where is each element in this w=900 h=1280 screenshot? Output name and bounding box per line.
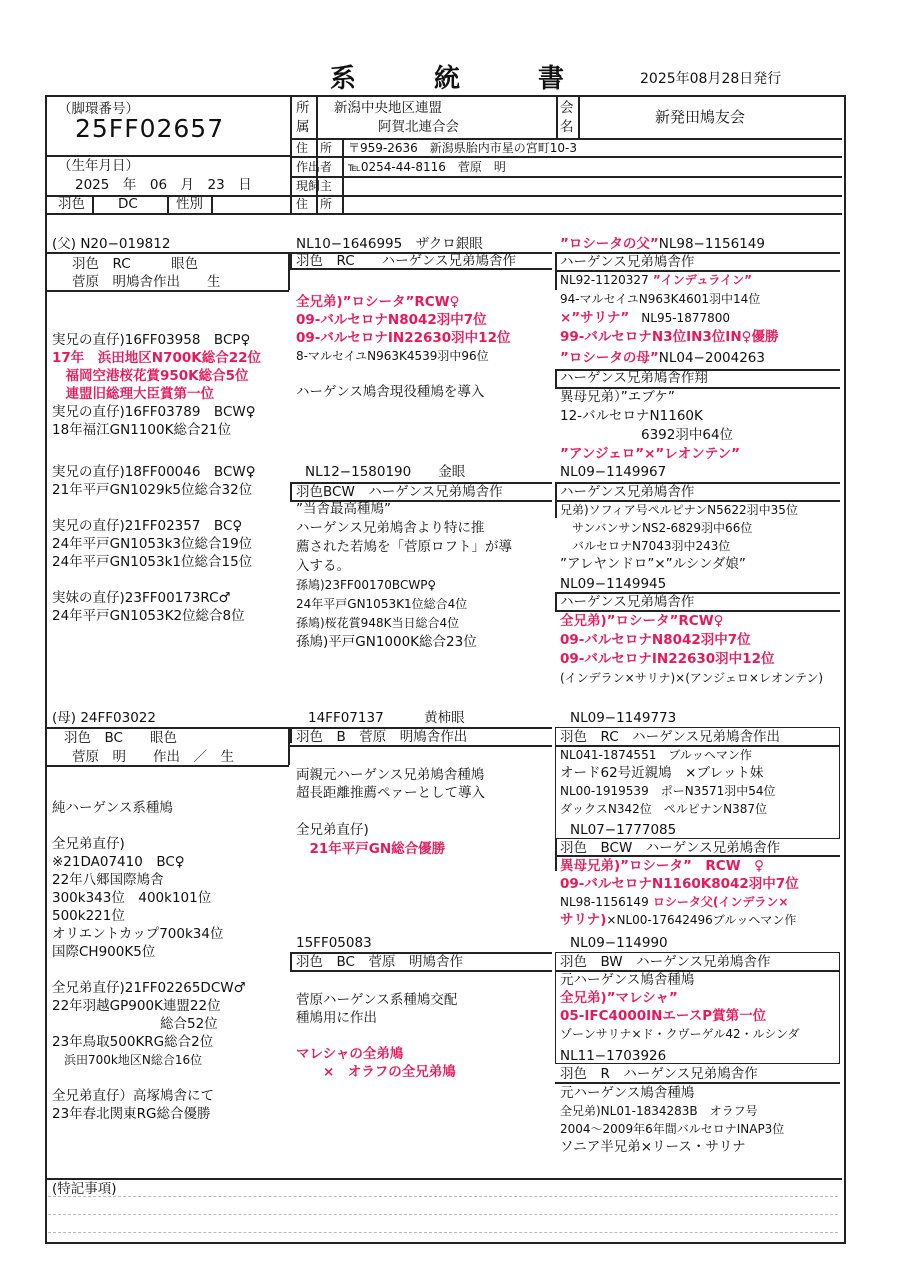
h3-lines-line: ゾーンサリナ×ド・クヴーゲル42・ルシンダ: [560, 1027, 800, 1041]
birth-month-unit: 月: [180, 177, 195, 193]
header-owner-divider: [290, 195, 842, 197]
h2-lines-line: サリナ)×NL00-17642496ブルッヘマン作: [560, 912, 797, 928]
sire-dam-color: 羽色BCW ハーゲンス兄弟鳩舎作: [296, 484, 503, 500]
address: 〒959-2636 新潟県胎内市星の宮町10-3: [348, 141, 578, 155]
sire-dam-left: [290, 482, 292, 500]
sire-notes2-line: 21年平戸GN1029k5位総合32位: [52, 482, 253, 498]
g2-lines-line: ”アンジェロ”×”レオンテン”: [560, 446, 740, 462]
h3-lines-line: 元ハーゲンス鳩舎種鳩: [560, 972, 695, 988]
header-addr-divider: [290, 156, 842, 158]
dam-lines-line: 浜田700k地区N総合16位: [52, 1053, 203, 1067]
sire-color: 羽色 RC 眼色: [72, 256, 199, 272]
dam-sire-ring: 14FF07137 黄柿眼: [308, 710, 465, 726]
sire-sire-left: [290, 252, 292, 268]
g2-lines-line: 12-バルセロナN1160K: [560, 408, 703, 424]
g4-left: [555, 592, 557, 610]
remarks-top-line: [47, 1178, 842, 1180]
dam-lines-line: 全兄弟直仔): [52, 836, 125, 852]
sire-sire-lines-line: 09-バルセロナIN22630羽中12位: [296, 330, 511, 346]
g1-lines-line: ×”サリナ” NL95-1877800: [560, 310, 731, 326]
sire-dam-lines-line: ハーゲンス兄弟鳩舎より特に推: [296, 520, 485, 536]
affil-label-2: 属: [296, 119, 310, 135]
sire-dam-lines-line: 入する。: [296, 558, 350, 574]
dam-dam-lines-line: マレシャの全弟鳩: [296, 1046, 404, 1062]
dam-breeder: 菅原 明 作出 ／ 生: [72, 749, 234, 765]
club-name: 新発田鳩友会: [655, 108, 746, 126]
header-color-divider: [92, 195, 94, 213]
sire-box-bottom: [47, 290, 289, 292]
h1-lines-line: ダックスN342位 ペルピナンN387位: [560, 802, 768, 816]
h3-lines-line: 05-IFC4000INエースP賞第一位: [560, 1008, 767, 1024]
remarks-rule-1: [48, 1196, 838, 1197]
h4-lines-line: 全兄弟)NL01-1834283B オラフ号: [560, 1104, 758, 1118]
header-maker-divider: [290, 176, 842, 178]
g1-lines-line-tail: NL95-1877800: [629, 311, 731, 325]
sire-sire-lines-line: 全兄弟)”ロシータ”RCW♀: [296, 294, 460, 310]
sire-ring: (父) N20−019812: [52, 236, 171, 252]
remarks-label: (特記事項): [52, 1181, 117, 1197]
dam-dam-lines-line: 種鳩用に作出: [296, 1010, 377, 1026]
g3-lines-line: バルセロナN7043羽中243位: [560, 539, 731, 553]
sire-sire-lines-line: 8-マルセイユN963K4539羽中96位: [296, 349, 489, 363]
birth-label: （生年月日）: [58, 158, 139, 174]
header-sex-divider: [167, 195, 169, 213]
g3-lines-line: 兄弟)ソフィア号ペルピナンN5622羽中35位: [560, 503, 798, 517]
ring-label: （脚環番号）: [58, 101, 139, 117]
sire-notes-line: 18年福江GN1100K総合21位: [52, 422, 232, 438]
document-title: 系 統 書: [330, 64, 591, 94]
color-value: DC: [118, 196, 138, 212]
dam-dam-color: 羽色 BC 菅原 明鳩舎作: [296, 954, 463, 970]
g4-lines-line: (インデラン×サリナ)×(アンジェロ×レオンテン): [560, 671, 824, 685]
h2-ring: NL07−1777085: [570, 822, 677, 838]
g4-ring: NL09−1149945: [560, 576, 667, 592]
birth-year: 2025: [75, 177, 110, 193]
dam-lines-line: オリエントカップ700k34位: [52, 926, 224, 942]
sire-notes2-line: 24年平戸GN1053k1位総合15位: [52, 554, 253, 570]
dam-sire-lines-line: 21年平戸GN総合優勝: [296, 840, 446, 857]
dam-lines-line: ※21DA07410 BC♀: [52, 854, 185, 870]
h2-lines-line-highlight: ロシータ父(インデラン×: [648, 895, 789, 909]
dam-sire-left: [290, 727, 292, 743]
sire-notes-line: 実兄の直仔)16FF03789 BCW♀: [52, 404, 256, 420]
remarks-rule-3: [48, 1232, 838, 1233]
g2-color: ハーゲンス兄弟鳩舎作翔: [560, 370, 708, 386]
g1-lines-line-highlight: ”インデュライン”: [648, 273, 752, 287]
header-label-divider-2: [342, 138, 344, 213]
sire-sire-color: 羽色 RC ハーゲンス兄弟鳩舎作: [296, 253, 516, 269]
g4-lines-line: 09-バルセロナN8042羽中7位: [560, 632, 751, 648]
dam-lines-line: 22年羽越GP900K連盟22位: [52, 998, 221, 1014]
h2-lines-line-tail: ×NL00-17642496ブルッヘマン作: [606, 913, 797, 927]
dam-sire-line-2: [290, 745, 552, 747]
sire-dam-lines-line: 孫鳩)23FF00170BCWP♀: [296, 578, 437, 592]
sire-notes2-line: 24年平戸GN1053k3位総合19位: [52, 536, 253, 552]
sire-notes-line: 実兄の直仔)16FF03958 BCP♀: [52, 332, 251, 348]
h1-lines-line: NL00-1919539 ポーN3571羽中54位: [560, 784, 776, 798]
dam-dam-lines-line: × オラフの全兄弟鳩: [296, 1064, 456, 1080]
g2-lines-line: 6392羽中64位: [560, 427, 734, 443]
sire-sire-lines-line: ハーゲンス鳩舎現役種鳩を導入: [296, 384, 485, 400]
h1-lines-line: NL041-1874551 ブルッヘマン作: [560, 748, 752, 762]
header-sex-divider-2: [211, 195, 213, 213]
dam-lines-line: 300k343位 400k101位: [52, 890, 212, 906]
h4-ring: NL11−1703926: [560, 1048, 667, 1064]
owner-address-label: 住 所: [296, 197, 333, 211]
dam-ring-line: [47, 727, 288, 729]
dam-ring: (母) 24FF03022: [52, 710, 156, 726]
birth-day-unit: 日: [238, 177, 252, 193]
header-club-divider-2: [578, 97, 580, 138]
dam-sire-lines-line: 超長距離推薦ペァーとして導入: [296, 785, 485, 801]
header-bottom-line: [47, 213, 842, 215]
h3-ring: NL09−114990: [570, 935, 668, 951]
g4-lines-line: 全兄弟)”ロシータ”RCW♀: [560, 613, 724, 629]
h1-color: 羽色 RC ハーゲンス兄弟鳩舎作出: [560, 729, 780, 745]
g1-lines-line: NL92-1120327 ”インデュライン”: [560, 273, 752, 287]
g3-lines-line: サンバンサンNS2-6829羽中66位: [560, 521, 753, 535]
sex-label: 性別: [176, 196, 203, 212]
dam-lines-line: 純ハーゲンス系種鳩: [52, 800, 173, 816]
dam-lines-line: 全兄弟直仔）高塚鳩舎にて: [52, 1088, 214, 1104]
h2-color: 羽色 BCW ハーゲンス兄弟鳩舎作: [560, 840, 781, 856]
g2-lines-line: 異母兄弟）”エブケ”: [560, 389, 675, 405]
dam-lines-line: 23年春北関東RG総合優勝: [52, 1106, 211, 1122]
h3-lines-line: 全兄弟)”マレシャ”: [560, 990, 678, 1006]
dam-lines-line: 全兄弟直仔)21FF02265DCW♂: [52, 980, 246, 996]
affiliation-1: 新潟中央地区連盟: [334, 100, 442, 116]
g3-lines-line: ”アレヤンドロ”×”ルシンダ娘”: [560, 556, 746, 572]
h1-lines-line: オード62号近親鳩 ×ブレット妹: [560, 765, 764, 781]
dam-lines-line: 23年鳥取500KRG総合2位: [52, 1034, 214, 1050]
dam-dam-lines-line: 菅原ハーゲンス系種鳩交配: [296, 992, 458, 1008]
h2-lines-line: 09-バルセロナN1160K8042羽中7位: [560, 876, 799, 892]
h3-color: 羽色 BW ハーゲンス兄弟鳩舎作: [560, 954, 771, 970]
dam-lines-line: 国際CH900K5位: [52, 944, 156, 960]
maker-label: 作出者: [296, 160, 333, 174]
birth-day: 23: [207, 177, 225, 193]
h2-lines-line: 異母兄弟)”ロシータ” RCW ♀: [560, 858, 764, 874]
sire-notes-line: 17年 浜田地区N700K総合22位: [52, 350, 262, 366]
g1-ring-label: ”ロシータの父”: [560, 236, 659, 252]
issue-date: 2025年08月28日発行: [640, 71, 782, 87]
maker: ℡0254-44-8116 菅原 明: [348, 160, 506, 174]
dam-sire-lines-line: 全兄弟直仔): [296, 822, 369, 838]
sire-sire-ring: NL10−1646995 ザクロ銀眼: [296, 236, 483, 252]
dam-sire-color: 羽色 B 菅原 明鳩舎作出: [296, 729, 468, 745]
h4-color: 羽色 R ハーゲンス兄弟鳩舎作: [560, 1066, 758, 1082]
sire-notes-line: 連盟旧総理大臣賞第一位: [52, 386, 214, 402]
sire-dam-ring: NL12−1580190 金眼: [305, 464, 466, 480]
dam-dam-left: [290, 952, 292, 970]
header-ring-divider: [47, 155, 290, 157]
g2-ring-label: ”ロシータの母”: [560, 350, 659, 366]
h4-line: [555, 1082, 840, 1084]
g2-ring: [560, 350, 765, 366]
sire-sire-lines-line: 09-バルセロナN8042羽中7位: [296, 312, 487, 328]
h4-lines-line: ソニア半兄弟×リース・サリナ: [560, 1139, 746, 1155]
g4-line-2: [555, 610, 840, 612]
g4-color: ハーゲンス兄弟鳩舎作: [560, 594, 695, 610]
g3-color: ハーゲンス兄弟鳩舎作: [560, 484, 695, 500]
g2-ring-number: NL04−2004263: [658, 350, 765, 366]
birth-year-unit: 年: [122, 177, 137, 193]
g1-color: ハーゲンス兄弟鳩舎作: [560, 254, 695, 270]
g1-lines-line: 94-マルセイユN963K4601羽中14位: [560, 292, 761, 306]
g1-ring: [560, 236, 765, 252]
birth-month: 06: [149, 177, 168, 193]
remarks-rule-2: [48, 1214, 838, 1215]
sire-dam-lines-line: 薦された若鳩を「菅原ロフト」が導: [296, 539, 512, 555]
dam-lines-line: 22年八郷国際鳩舎: [52, 872, 164, 888]
sire-dam-lines-line: 孫鳩)平戸GN1000K総合23位: [296, 634, 477, 650]
dam-dam-ring: 15FF05083: [296, 935, 372, 951]
club-label-1: 会: [560, 100, 574, 116]
h2-left: [555, 839, 557, 871]
owner-label: 現飼主: [296, 179, 333, 193]
sire-dam-lines-line: 24年平戸GN1053K1位総合4位: [296, 597, 468, 611]
h4-lines-line: 2004〜2009年6年間バルセロナINAP3位: [560, 1122, 785, 1136]
sire-notes2-line: 24年平戸GN1053K2位総合8位: [52, 608, 245, 624]
g1-lines-line: 99-バルセロナN3位IN3位IN♀優勝: [560, 329, 779, 345]
dam-lines-line: 500k221位: [52, 908, 125, 924]
sire-breeder: 菅原 明鳩舎作出 生: [72, 274, 221, 290]
sire-dam-lines-line: ”当舎最高種鳩”: [296, 501, 391, 517]
affiliation-2: 阿賀北連合会: [378, 119, 459, 135]
sire-notes-line: 福岡空港桜花賞950K総合5位: [52, 368, 249, 384]
sire-notes2-line: 実兄の直仔)18FF00046 BCW♀: [52, 464, 256, 480]
ring-number: 25FF02657: [75, 114, 225, 143]
sire-notes2-line: 実妹の直仔)23FF00173RC♂: [52, 590, 231, 606]
color-label: 羽色: [58, 196, 85, 212]
dam-dam-line-2: [290, 970, 552, 972]
g1-ring-number: NL98−1156149: [658, 236, 765, 252]
header-club-divider: [556, 97, 558, 138]
sire-dam-lines-line: 孫鳩)桜花賞948K当日総合4位: [296, 616, 460, 630]
sire-notes2-line: 実兄の直仔)21FF02357 BC♀: [52, 518, 243, 534]
dam-box-bottom: [47, 765, 289, 767]
address-label: 住 所: [296, 141, 333, 155]
club-label-2: 名: [560, 119, 574, 135]
birth-date: [75, 177, 252, 193]
dam-lines-line: 総合52位: [52, 1016, 218, 1032]
h4-lines-line: 元ハーゲンス鳩舎種鳩: [560, 1085, 695, 1101]
g2-left: [555, 369, 557, 387]
g3-ring: NL09−1149967: [560, 464, 667, 480]
affil-label-1: 所: [296, 100, 310, 116]
sire-ring-line: [47, 252, 288, 254]
dam-sire-lines-line: 両親元ハーゲンス兄弟鳩舎種鳩: [296, 766, 485, 783]
h2-lines-line: NL98-1156149 ロシータ父(インデラン×: [560, 895, 789, 909]
h1-ring: NL09−1149773: [570, 710, 677, 726]
dam-color: 羽色 BC 眼色: [64, 730, 177, 746]
g4-lines-line: 09-バルセロナIN22630羽中12位: [560, 651, 775, 667]
